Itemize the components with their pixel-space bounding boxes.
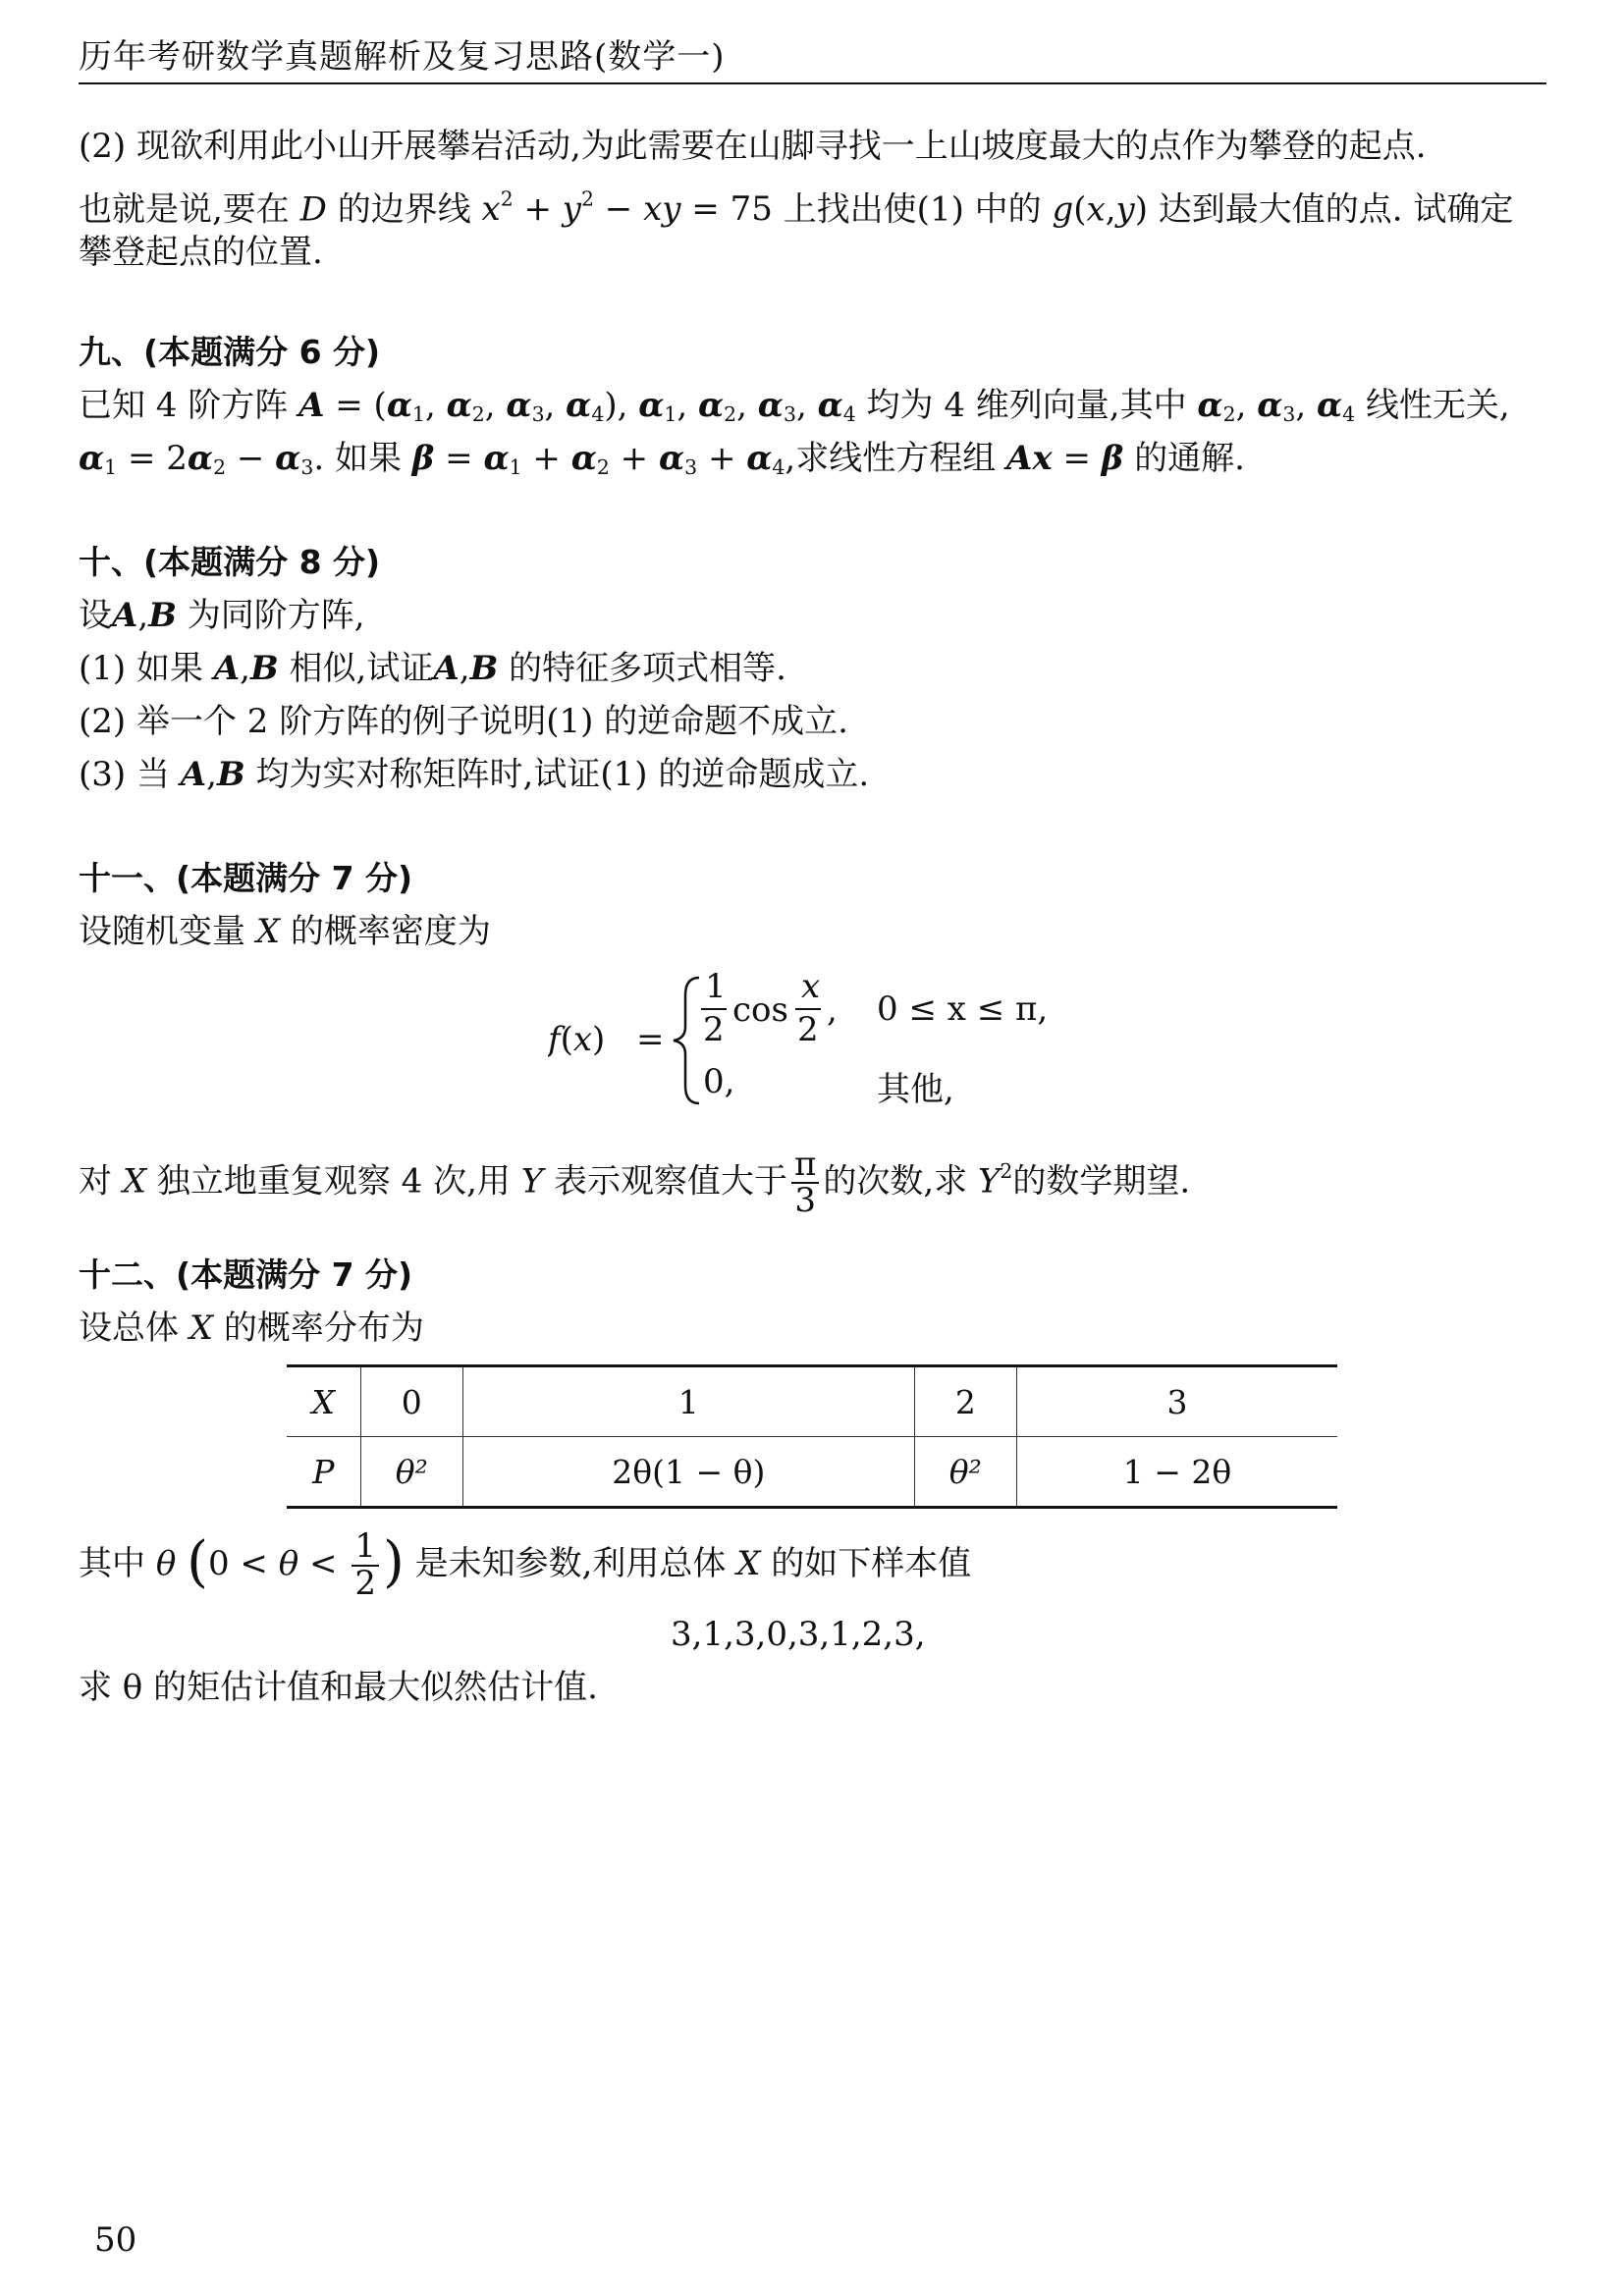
svg-text:2: 2 — [703, 1010, 725, 1049]
g-function: g(x,y) — [1052, 189, 1148, 230]
q10-part-2: (2) 举一个 2 阶方阵的例子说明(1) 的逆命题不成立. — [79, 702, 848, 741]
matrix-A-definition: $A = (\alpha_1$, $\alpha_2$, $\alpha_3$, $\alpha_4$), — [298, 386, 628, 427]
q12-after-table: 其中 θ (0 < θ < $\frac{1}{2}$ ) 是未知参数,利用总体 X 的如下样本值 — [79, 1526, 972, 1603]
q8-line-3: 攀登起点的位置. — [79, 233, 323, 272]
page-number: 50 — [94, 2220, 137, 2260]
table-cell: P — [287, 1437, 360, 1508]
q9-heading: 九、(本题满分 6 分) — [79, 333, 381, 371]
q9-line-2: $\alpha_1 = 2\alpha_2 - \alpha_3$. 如果 $\beta = \alpha_1 + \alpha_2 + \alpha_3 + \alpha_4$,求线性方程组 Ax = β 的通解. — [79, 439, 1245, 480]
svg-text:1: 1 — [705, 967, 727, 1006]
table-cell: 2θ(1 − θ) — [462, 1437, 914, 1508]
q12-intro: 设总体 X 的概率分布为 — [79, 1308, 424, 1348]
table-cell: 1 − 2θ — [1016, 1437, 1337, 1508]
q10-part-1: (1) 如果 A,B 相似,试证A,B 的特征多项式相等. — [79, 649, 786, 688]
svg-text:cos: cos — [732, 990, 788, 1030]
q10-heading: 十、(本题满分 8 分) — [79, 543, 381, 581]
table-cell: 1 — [462, 1366, 914, 1437]
running-head: 历年考研数学真题解析及复习思路(数学一) — [79, 37, 726, 77]
alpha-relation: $\alpha_1 = 2\alpha_2 - \alpha_3$ — [79, 439, 314, 480]
probability-distribution-table — [287, 1364, 1337, 1509]
table-cell: X — [287, 1366, 360, 1437]
table-cell: 2 — [914, 1366, 1016, 1437]
table-cell: 3 — [1016, 1366, 1337, 1437]
table-cell: θ² — [914, 1437, 1016, 1508]
q10-part-3: (3) 当 A,B 均为实对称矩阵时,试证(1) 的逆命题成立. — [79, 755, 870, 794]
q9-line-1: 已知 4 阶方阵 $A = (\alpha_1$, $\alpha_2$, $\alpha_3$, $\alpha_4$), $\alpha_1$, $\alpha_2$, $\alpha_3$, $\alpha_4$ 均为 4 维列向量,其中 $\alpha_2$, $\alpha_3$, $\alpha_4$ 线性无关, — [79, 386, 1510, 427]
system-Ax-beta: Ax = β — [1006, 439, 1124, 478]
case-1-condition: 0 ≤ x ≤ π, — [877, 989, 1049, 1029]
q12-final: 求 θ 的矩估计值和最大似然估计值. — [79, 1668, 598, 1707]
svg-text:=: = — [636, 1020, 665, 1059]
case-2-condition: 其他, — [877, 1070, 954, 1109]
pi-over-3: $\frac{\pi}{3}$ — [791, 1148, 819, 1219]
q12-heading: 十二、(本题满分 7 分) — [79, 1255, 413, 1294]
density-formula — [548, 960, 1098, 1117]
alpha-list: $\alpha_1$, $\alpha_2$, $\alpha_3$, $\alpha_4$ — [638, 386, 856, 427]
density-formula-svg — [548, 960, 1098, 1117]
table-row-x — [287, 1366, 1337, 1437]
theta-range: θ (0 < θ < $\frac{1}{2}$ ) — [155, 1526, 405, 1603]
table-row-p — [287, 1437, 1337, 1508]
q10-intro: 设A,B 为同阶方阵, — [79, 596, 365, 635]
table-cell: θ² — [360, 1437, 462, 1508]
q11-intro: 设随机变量 X 的概率密度为 — [79, 912, 491, 951]
case-2-value: 0, — [703, 1062, 735, 1101]
sample-values: 3,1,3,0,3,1,2,3, — [671, 1615, 926, 1654]
q8-line-1: (2) 现欲利用此小山开展攀岩活动,为此需要在山脚寻找一上山坡度最大的点作为攀登的起点. — [79, 127, 1427, 166]
q11-heading: 十一、(本题满分 7 分) — [79, 859, 413, 897]
q11-tail: 对 X 独立地重复观察 4 次,用 Y 表示观察值大于 $\frac{\pi}{3}$ 的次数,求 $Y^2$的数学期望. — [79, 1144, 1191, 1221]
table-cell: 0 — [360, 1366, 462, 1437]
svg-text:2: 2 — [797, 1010, 819, 1049]
q8-line-2: 也就是说,要在 D 的边界线 $x^2 + y^2$ − xy = 75 上找出使(1) 中的 g(x,y) 达到最大值的点. 试确定 — [79, 187, 1514, 230]
svg-text:,: , — [827, 990, 838, 1030]
alpha-independent: $\alpha_2$, $\alpha_3$, $\alpha_4$ — [1197, 386, 1356, 427]
boundary-equation: $x^2 + y^2$ − xy = 75 — [481, 187, 773, 230]
svg-text:x: x — [801, 967, 821, 1006]
beta-definition: $\beta = \alpha_1 + \alpha_2 + \alpha_3 + \alpha_4$ — [411, 439, 785, 480]
svg-text:f(x): f(x) — [548, 1020, 606, 1059]
header-rule — [79, 82, 1546, 84]
